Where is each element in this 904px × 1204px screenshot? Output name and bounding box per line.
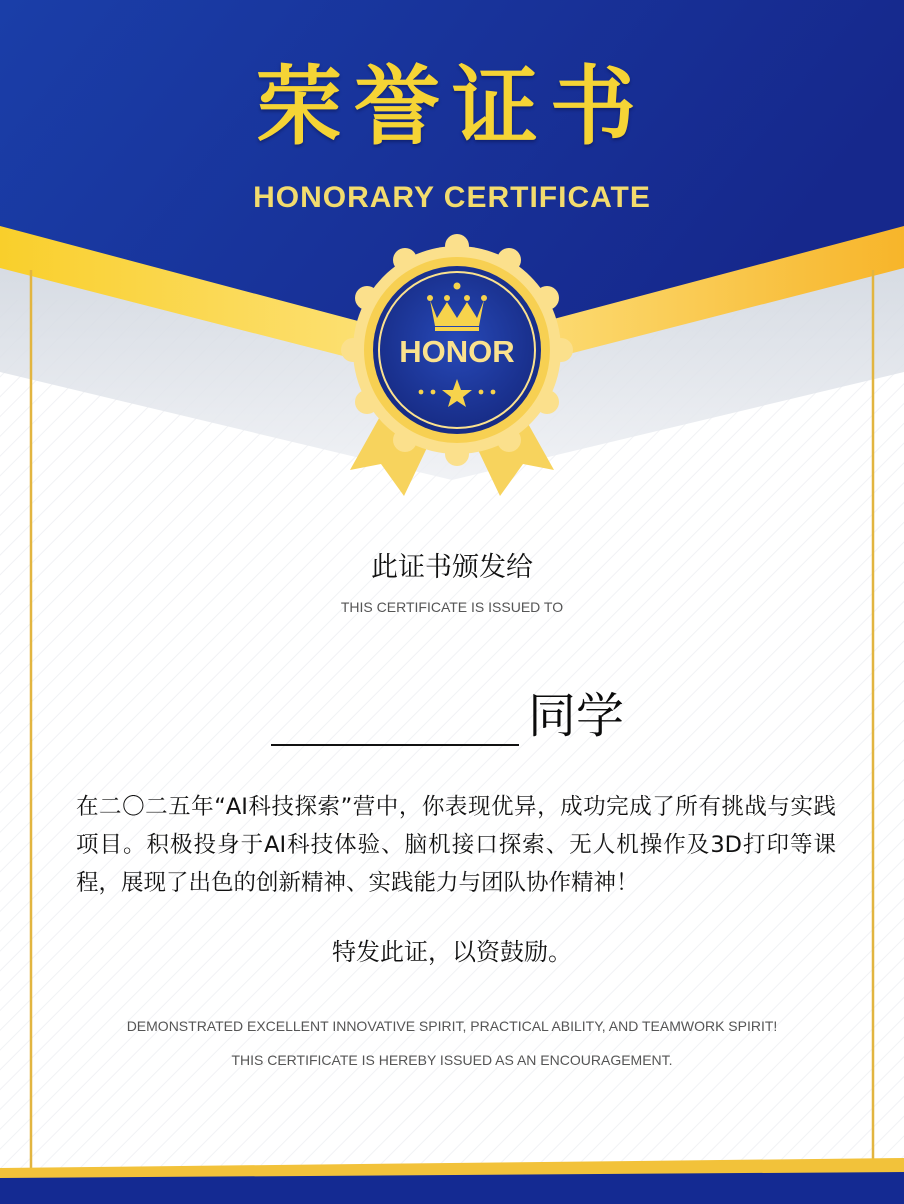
closing-cn: 特发此证，以资鼓励。 bbox=[332, 938, 572, 966]
closing-en-line-2: THIS CERTIFICATE IS HEREBY ISSUED AS AN ENCOURAGEMENT. bbox=[231, 1052, 673, 1068]
recipient-suffix: 同学 bbox=[528, 688, 625, 744]
seal-label: HONOR bbox=[399, 334, 515, 369]
closing-en-line-1: DEMONSTRATED EXCELLENT INNOVATIVE SPIRIT, PRACTICAL ABILITY, AND TEAMWORK SPIRIT! bbox=[126, 1018, 778, 1034]
recipient-name-blank bbox=[271, 744, 519, 746]
body-text: 在二〇二五年“AI科技探索”营中，你表现优异，成功完成了所有挑战与实践项目。积极投身于AI科技体验、脑机接口探索、无人机操作及3D打印等课程，展现了出色的创新精神、实践能力与团队协作精神！ bbox=[76, 794, 836, 896]
title-en: HONORARY CERTIFICATE bbox=[253, 181, 651, 214]
issued-to-en: THIS CERTIFICATE IS ISSUED TO bbox=[340, 599, 564, 615]
issued-to-cn: 此证书颁发给 bbox=[371, 552, 533, 583]
title-cn: 荣誉证书 bbox=[256, 56, 648, 157]
